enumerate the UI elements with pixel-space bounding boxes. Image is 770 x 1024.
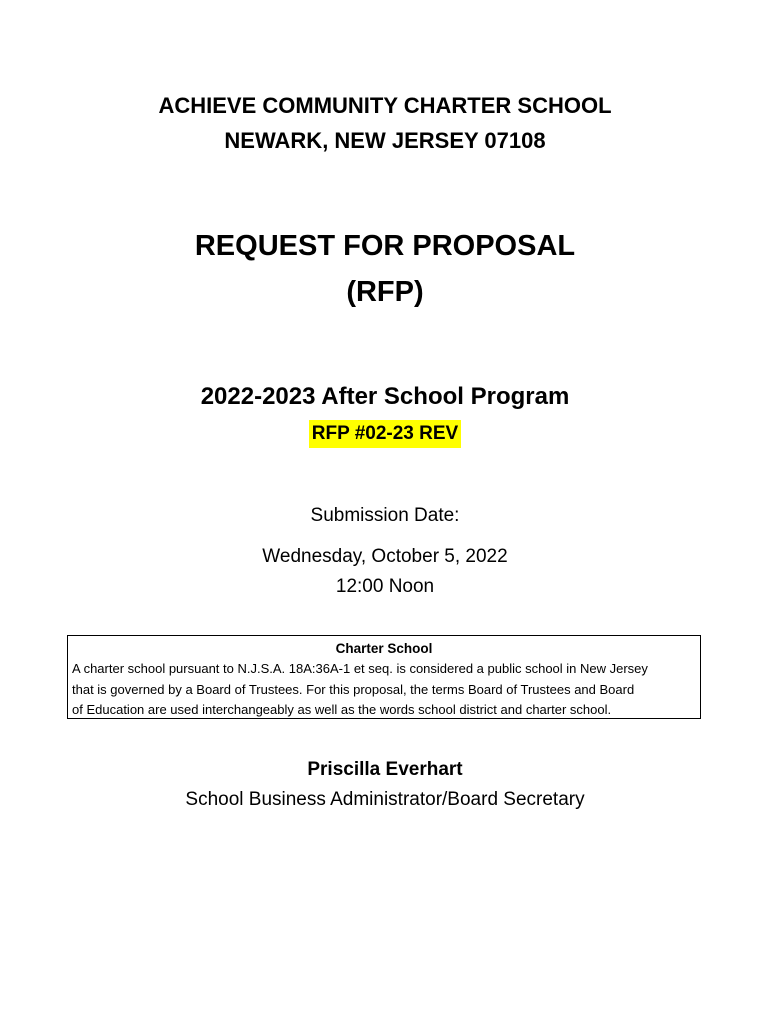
submission-date-label: Submission Date: [310, 505, 460, 526]
charter-school-notice-box [67, 635, 701, 719]
submission-date-value: Wednesday, October 5, 2022 [262, 546, 508, 567]
rfp-number-highlight: RFP #02-23 REV [309, 420, 461, 448]
program-name: 2022-2023 After School Program [200, 383, 570, 410]
notice-heading: Charter School [335, 641, 433, 656]
signer-title: School Business Administrator/Board Secretary [185, 789, 585, 810]
school-city-state: NEWARK, NEW JERSEY 07108 [224, 128, 546, 153]
school-name: ACHIEVE COMMUNITY CHARTER SCHOOL [158, 93, 612, 118]
submission-time-value: 12:00 Noon [335, 576, 435, 597]
document-title-abbreviation: (RFP) [346, 276, 424, 308]
signer-name: Priscilla Everhart [307, 759, 463, 780]
rfp-number-line [0, 420, 770, 448]
notice-body-line: of Education are used interchangeably as well as the words school district and charter school. [72, 702, 612, 717]
notice-body-line: that is governed by a Board of Trustees. For this proposal, the terms Board of Trustees and Board [72, 681, 635, 697]
document-title: REQUEST FOR PROPOSAL [194, 230, 576, 262]
notice-body-line: A charter school pursuant to N.J.S.A. 18A:36A-1 et seq. is considered a public school in New Jersey [72, 661, 648, 676]
